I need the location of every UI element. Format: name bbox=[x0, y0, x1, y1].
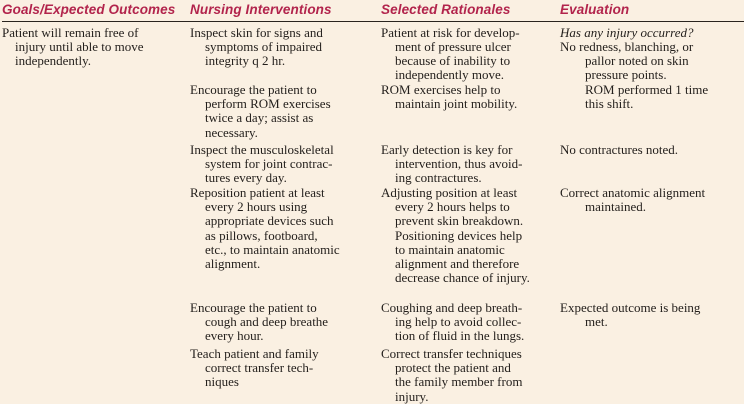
text-line: prevent skin breakdown. bbox=[395, 213, 524, 229]
text-line: to maintain anatomic bbox=[395, 241, 505, 257]
paragraph bbox=[381, 301, 552, 344]
table-cell bbox=[560, 186, 744, 215]
text-line: Patient will remain free of bbox=[2, 24, 139, 40]
text-line: alignment and therefore bbox=[395, 256, 520, 272]
text-line: ROM exercises help to bbox=[381, 81, 501, 97]
text-line: symptoms of impaired bbox=[205, 38, 322, 54]
text-line: ROM performed 1 time bbox=[585, 81, 709, 97]
text-line: Inspect the musculoskeletal bbox=[190, 141, 334, 157]
table-row bbox=[2, 186, 744, 301]
paragraph bbox=[560, 143, 736, 157]
text-line: Reposition patient at least bbox=[190, 184, 325, 200]
text-line: because of inability to bbox=[395, 53, 511, 69]
text-line: etc., to maintain anatomic bbox=[205, 241, 340, 257]
table-cell bbox=[381, 301, 560, 344]
text-line: Positioning devices help bbox=[395, 227, 523, 243]
text-line: cough and deep breathe bbox=[205, 313, 329, 329]
text-line: Adjusting position at least bbox=[381, 184, 518, 200]
text-line: Teach patient and family bbox=[190, 345, 319, 361]
table-row bbox=[2, 143, 744, 186]
text-line: twice a day; assist as bbox=[205, 110, 314, 126]
table-cell bbox=[381, 347, 560, 404]
text-line: Has any injury occurred? bbox=[560, 24, 694, 40]
text-line: Encourage the patient to bbox=[190, 299, 317, 315]
text-line: protect the patient and bbox=[395, 359, 511, 375]
text-line: maintain joint mobility. bbox=[395, 95, 518, 111]
text-line: Encourage the patient to bbox=[190, 81, 317, 97]
text-line: Coughing and deep breath- bbox=[381, 299, 523, 315]
table-cell bbox=[190, 143, 381, 186]
text-line: maintained. bbox=[585, 198, 647, 214]
text-line: necessary. bbox=[205, 124, 258, 140]
table-cell bbox=[560, 83, 744, 112]
table-cell bbox=[190, 83, 381, 140]
table-cell bbox=[2, 26, 190, 69]
table-row bbox=[2, 83, 744, 143]
text-line: No redness, blanching, or bbox=[560, 38, 694, 54]
paragraph bbox=[2, 26, 182, 69]
table-header-row bbox=[2, 0, 744, 22]
table-cell bbox=[381, 26, 560, 83]
paragraph bbox=[560, 40, 736, 83]
column-header-interventions: Nursing Interventions bbox=[190, 2, 332, 17]
text-line: appropriate devices such bbox=[205, 213, 334, 229]
table-cell bbox=[560, 26, 744, 83]
text-line: tion of fluid in the lungs. bbox=[395, 328, 525, 344]
text-line: perform ROM exercises bbox=[205, 95, 331, 111]
text-line: every hour. bbox=[205, 328, 264, 344]
paragraph bbox=[381, 143, 552, 186]
column-header-goals: Goals/Expected Outcomes bbox=[2, 2, 176, 17]
table-cell bbox=[560, 143, 744, 157]
text-line: independently. bbox=[15, 53, 92, 69]
text-line: alignment. bbox=[205, 256, 261, 272]
paragraph bbox=[560, 186, 736, 215]
table-cell bbox=[381, 186, 560, 286]
text-line: injury. bbox=[395, 388, 429, 404]
text-line: every 2 hours helps to bbox=[395, 198, 510, 214]
text-line: this shift. bbox=[585, 95, 634, 111]
table-cell bbox=[190, 26, 381, 69]
text-line: tures every day. bbox=[205, 170, 287, 186]
text-line: intervention, thus avoid- bbox=[395, 155, 523, 171]
text-line: decrease chance of injury. bbox=[395, 270, 530, 286]
table-row bbox=[2, 347, 744, 404]
column-header-rationales: Selected Rationales bbox=[381, 2, 511, 17]
text-line: as pillows, footboard, bbox=[205, 227, 318, 243]
text-line: correct transfer tech- bbox=[205, 359, 314, 375]
paragraph bbox=[190, 143, 373, 186]
text-line: No contractures noted. bbox=[560, 141, 679, 157]
paragraph bbox=[381, 347, 552, 404]
paragraph bbox=[381, 26, 552, 83]
paragraph bbox=[190, 347, 373, 390]
table-cell bbox=[381, 143, 560, 186]
paragraph bbox=[381, 83, 552, 112]
paragraph bbox=[560, 301, 736, 330]
paragraph bbox=[560, 83, 736, 112]
table-cell bbox=[190, 186, 381, 272]
table-cell bbox=[560, 301, 744, 330]
paragraph bbox=[190, 83, 373, 140]
text-line: Correct transfer techniques bbox=[381, 345, 522, 361]
table-cell bbox=[190, 301, 381, 344]
text-line: niques bbox=[205, 374, 239, 390]
text-line: ing help to avoid collec- bbox=[395, 313, 522, 329]
paragraph bbox=[190, 26, 373, 69]
text-line: every 2 hours using bbox=[205, 198, 308, 214]
table-cell bbox=[190, 347, 381, 390]
text-line: Inspect skin for signs and bbox=[190, 24, 323, 40]
text-line: independently move. bbox=[395, 67, 505, 83]
table-row bbox=[2, 301, 744, 347]
paragraph bbox=[381, 186, 552, 286]
text-line: pallor noted on skin bbox=[585, 53, 689, 69]
paragraph bbox=[560, 26, 736, 40]
text-line: Correct anatomic alignment bbox=[560, 184, 706, 200]
table-body bbox=[2, 22, 744, 404]
text-line: Expected outcome is being bbox=[560, 299, 701, 315]
paragraph bbox=[190, 301, 373, 344]
table-cell bbox=[381, 83, 560, 112]
paragraph bbox=[190, 186, 373, 272]
text-line: injury until able to move bbox=[15, 38, 144, 54]
text-line: ment of pressure ulcer bbox=[395, 38, 511, 54]
text-line: ing contractures. bbox=[395, 170, 482, 186]
column-header-evaluation: Evaluation bbox=[560, 2, 630, 17]
text-line: integrity q 2 hr. bbox=[205, 53, 286, 69]
text-line: Patient at risk for develop- bbox=[381, 24, 520, 40]
text-line: system for joint contrac- bbox=[205, 155, 333, 171]
text-line: met. bbox=[585, 313, 608, 329]
text-line: the family member from bbox=[395, 374, 523, 390]
table-row bbox=[2, 26, 744, 83]
text-line: pressure points. bbox=[585, 67, 667, 83]
text-line: Early detection is key for bbox=[381, 141, 513, 157]
